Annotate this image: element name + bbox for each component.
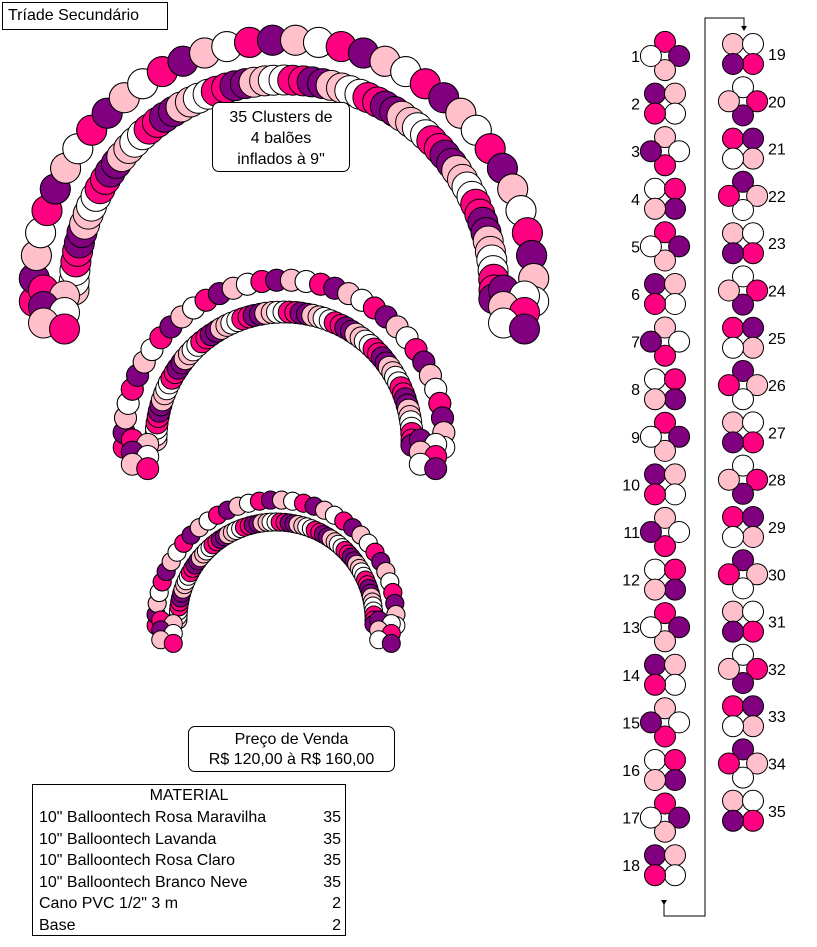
balloon <box>723 412 744 433</box>
balloon <box>665 559 686 580</box>
material-label: 10" Balloontech Lavanda <box>39 830 217 848</box>
balloon-cluster <box>640 317 689 366</box>
balloon-cluster <box>718 644 767 693</box>
balloon <box>665 674 686 695</box>
cluster-number: 22 <box>768 188 786 206</box>
balloon-cluster <box>723 412 764 453</box>
clusters-note-line: 4 balões <box>250 130 312 147</box>
balloon <box>718 91 739 112</box>
balloon <box>640 617 661 638</box>
balloon <box>164 634 182 652</box>
balloon <box>743 243 764 264</box>
cluster-number: 12 <box>622 572 640 590</box>
balloon-cluster <box>645 274 686 315</box>
balloon <box>665 484 686 505</box>
balloon-cluster <box>723 696 764 737</box>
balloon <box>743 790 764 811</box>
balloon <box>645 770 666 791</box>
material-row <box>33 893 345 915</box>
balloon-cluster <box>645 369 686 410</box>
cluster-number: 15 <box>622 715 640 733</box>
cluster-number: 8 <box>631 382 640 400</box>
arrow-head-icon <box>741 26 747 31</box>
material-label: 10" Balloontech Branco Neve <box>39 873 248 891</box>
balloon <box>640 522 661 543</box>
balloon-cluster <box>718 171 767 220</box>
cluster-number: 7 <box>631 334 640 352</box>
balloon-cluster <box>645 83 686 124</box>
cluster-number: 21 <box>768 141 786 159</box>
balloon <box>743 601 764 622</box>
balloon <box>723 128 744 149</box>
balloon-cluster <box>718 361 767 410</box>
balloon-arch-medium <box>113 269 455 479</box>
balloon <box>723 337 744 358</box>
balloon <box>640 712 661 733</box>
balloon-cluster <box>723 601 764 642</box>
balloon <box>645 484 666 505</box>
cluster-number: 35 <box>768 803 786 821</box>
price-range: R$ 120,00 à R$ 160,00 <box>208 751 375 768</box>
balloon <box>743 696 764 717</box>
cluster-number: 34 <box>768 756 786 774</box>
balloon <box>723 790 744 811</box>
balloon <box>723 223 744 244</box>
balloon <box>645 274 666 295</box>
balloon-cluster <box>640 222 689 271</box>
cluster-number: 19 <box>768 47 786 64</box>
material-qty: 2 <box>332 895 341 913</box>
balloon <box>665 845 686 866</box>
balloon <box>718 469 739 490</box>
balloon <box>645 674 666 695</box>
clusters-note-line: inflados à 9" <box>237 151 325 168</box>
balloon <box>665 83 686 104</box>
price-label: Preço de Venda <box>234 731 349 748</box>
cluster-number: 13 <box>622 620 640 638</box>
cluster-number: 31 <box>768 614 786 632</box>
material-row <box>33 872 345 894</box>
cluster-number: 20 <box>768 94 786 112</box>
balloon <box>645 198 666 219</box>
balloon-cluster <box>640 698 689 747</box>
balloon-cluster <box>723 223 764 264</box>
balloon <box>645 178 666 199</box>
balloon <box>743 507 764 528</box>
balloon <box>665 389 686 410</box>
balloon-cluster <box>645 750 686 791</box>
material-label: 10" Balloontech Rosa Claro <box>39 852 236 870</box>
balloon-cluster <box>718 739 767 788</box>
balloon <box>723 696 744 717</box>
balloon <box>718 185 739 206</box>
balloon <box>665 770 686 791</box>
balloon <box>718 753 739 774</box>
balloon <box>665 294 686 315</box>
balloon-cluster <box>640 603 689 652</box>
balloon <box>645 103 666 124</box>
balloon <box>640 141 661 162</box>
balloon <box>645 464 666 485</box>
balloon-arch-large <box>19 25 548 344</box>
clusters-note <box>212 102 350 172</box>
balloon <box>665 579 686 600</box>
balloon <box>743 34 764 55</box>
balloon <box>510 314 540 344</box>
balloon <box>645 294 666 315</box>
balloon-cluster <box>723 790 764 831</box>
material-row <box>33 915 345 937</box>
cluster-number: 28 <box>768 472 786 490</box>
balloon <box>743 716 764 737</box>
balloon <box>723 716 744 737</box>
balloon-cluster <box>645 845 686 886</box>
cluster-number: 24 <box>768 283 786 301</box>
balloon <box>723 148 744 169</box>
cluster-number: 27 <box>768 425 786 443</box>
balloon <box>665 103 686 124</box>
balloon-cluster <box>723 507 764 548</box>
balloon <box>723 432 744 453</box>
clusters-note-line: 35 Clusters de <box>229 109 333 126</box>
cluster-number: 23 <box>768 236 786 254</box>
balloon <box>723 54 744 75</box>
cluster-number: 11 <box>623 525 640 542</box>
balloon <box>665 198 686 219</box>
cluster-number: 32 <box>768 661 786 679</box>
balloon <box>665 865 686 886</box>
balloon <box>743 317 764 338</box>
balloon <box>665 274 686 295</box>
balloon <box>645 579 666 600</box>
balloon-cluster <box>645 178 686 219</box>
balloon <box>723 317 744 338</box>
material-qty: 35 <box>323 852 341 870</box>
balloon <box>665 369 686 390</box>
balloon <box>665 464 686 485</box>
price-note <box>188 726 395 772</box>
balloon <box>645 750 666 771</box>
material-label: Base <box>39 916 76 934</box>
cluster-number: 26 <box>768 378 786 396</box>
cluster-number: 4 <box>631 191 640 209</box>
balloon <box>640 331 661 352</box>
diagram-title: Tríade Secundário <box>2 2 168 30</box>
cluster-sequence <box>622 31 786 885</box>
cluster-number: 9 <box>631 429 640 447</box>
balloon-cluster <box>645 464 686 505</box>
cluster-number: 2 <box>631 96 640 114</box>
balloon <box>640 46 661 67</box>
cluster-number: 17 <box>622 810 640 828</box>
balloon <box>640 807 661 828</box>
balloon <box>743 128 764 149</box>
material-qty: 35 <box>323 830 341 848</box>
balloon <box>137 458 159 480</box>
cluster-number: 5 <box>631 239 640 257</box>
balloon-cluster <box>723 317 764 358</box>
balloon <box>743 527 764 548</box>
balloon-cluster <box>640 412 689 461</box>
cluster-number: 1 <box>631 49 640 66</box>
balloon-cluster <box>718 455 767 504</box>
cluster-number: 33 <box>768 709 786 727</box>
balloon-cluster <box>718 77 767 126</box>
material-label: Cano PVC 1/2" 3 m <box>39 895 179 913</box>
balloon <box>743 621 764 642</box>
balloon <box>743 148 764 169</box>
balloon <box>640 236 661 257</box>
cluster-number: 25 <box>768 330 786 348</box>
cluster-number: 29 <box>768 520 786 537</box>
balloon <box>645 83 666 104</box>
balloon <box>743 337 764 358</box>
material-qty: 35 <box>323 873 341 891</box>
cluster-number: 18 <box>622 858 640 876</box>
balloon-cluster <box>718 550 767 599</box>
balloon <box>743 432 764 453</box>
material-label: 10" Balloontech Rosa Maravilha <box>39 809 267 826</box>
cluster-number: 14 <box>622 667 640 685</box>
balloon <box>723 601 744 622</box>
material-heading: MATERIAL <box>149 787 229 804</box>
balloon-cluster <box>640 793 689 842</box>
balloon <box>665 750 686 771</box>
balloon <box>723 243 744 264</box>
balloon-cluster <box>640 31 689 80</box>
balloon <box>640 426 661 447</box>
balloon <box>382 634 400 652</box>
balloon <box>645 559 666 580</box>
balloon <box>718 280 739 301</box>
balloon-cluster <box>723 128 764 169</box>
balloon <box>645 654 666 675</box>
cluster-number: 10 <box>622 477 640 495</box>
balloon <box>743 54 764 75</box>
balloon-cluster <box>718 266 767 315</box>
balloon <box>645 389 666 410</box>
balloon <box>645 845 666 866</box>
balloon <box>723 34 744 55</box>
cluster-number: 16 <box>622 763 640 780</box>
balloon <box>425 458 447 480</box>
balloon-cluster <box>640 507 689 556</box>
balloon <box>718 375 739 396</box>
balloon <box>723 810 744 831</box>
balloon-arch-small <box>147 491 405 652</box>
cluster-number: 30 <box>768 567 786 585</box>
balloon <box>723 621 744 642</box>
balloon <box>743 412 764 433</box>
balloon <box>718 658 739 679</box>
material-qty: 2 <box>332 916 341 934</box>
cluster-number: 6 <box>631 287 640 304</box>
material-row <box>33 850 345 872</box>
balloon <box>743 810 764 831</box>
balloon <box>645 369 666 390</box>
balloon <box>743 223 764 244</box>
balloon <box>50 314 80 344</box>
balloon-cluster <box>645 559 686 600</box>
material-list <box>32 784 346 936</box>
arrow-tail-icon <box>661 900 667 905</box>
balloon <box>723 507 744 528</box>
cluster-number: 3 <box>631 144 640 162</box>
balloon-cluster <box>640 127 689 176</box>
balloon-cluster <box>645 654 686 695</box>
material-qty: 35 <box>323 809 341 826</box>
balloon-cluster <box>723 34 764 75</box>
balloon <box>723 527 744 548</box>
balloon <box>665 178 686 199</box>
balloon <box>718 564 739 585</box>
balloon <box>645 865 666 886</box>
material-row <box>33 829 345 851</box>
material-row <box>33 807 345 829</box>
balloon <box>665 654 686 675</box>
